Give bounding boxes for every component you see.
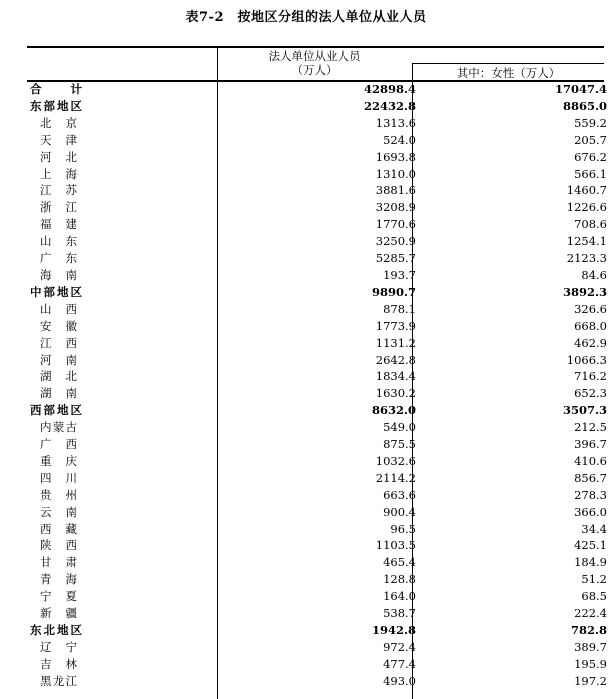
row-name: 重庆 [40,453,77,468]
row-name-cell [27,284,220,301]
row-total: 549.0 [383,420,416,435]
row-name: 海南 [40,267,77,282]
row-name-cell [27,250,220,267]
subheader-rule [412,63,604,64]
row-name-cell [27,81,220,98]
row-name-cell [27,639,220,656]
table-row [27,554,607,571]
row-name-cell [27,487,220,504]
row-female: 410.6 [574,453,607,468]
row-name-cell [27,233,220,250]
row-total: 900.4 [383,504,416,519]
row-total: 1773.9 [375,318,416,333]
table-row [27,504,607,521]
row-female: 462.9 [574,335,607,350]
row-female: 17047.4 [554,82,607,96]
row-female: 1254.1 [566,234,607,249]
table-row [27,453,607,470]
table-row [27,149,607,166]
table-row [27,419,607,436]
row-total: 1770.6 [375,217,416,232]
row-total: 5285.7 [375,251,416,266]
row-name-cell [27,571,220,588]
row-name-cell [27,402,220,419]
col1-header-line1: 法人单位从业人员 [268,49,361,63]
row-name: 江苏 [40,183,77,198]
row-name-cell [27,132,220,149]
table-row [27,385,607,402]
row-female: 34.4 [581,521,607,536]
row-name-cell [27,352,220,369]
row-female: 782.8 [570,623,607,637]
row-female: 1226.6 [566,200,607,215]
row-total: 3881.6 [375,183,416,198]
row-name-cell [27,368,220,385]
table-row [27,182,607,199]
table-row [27,132,607,149]
table-row [27,199,607,216]
row-name-cell [27,199,220,216]
row-name-cell [27,656,220,673]
table-row [27,81,607,98]
row-female: 212.5 [574,420,607,435]
row-name: 湖北 [40,369,77,384]
row-name: 新疆 [40,606,77,621]
row-name: 东部地区 [30,98,82,113]
row-total: 2642.8 [375,352,416,367]
table-row [27,267,607,284]
col1-header-line2: （万人） [291,63,338,77]
table-row [27,284,607,301]
row-name: 青海 [40,572,77,587]
row-name: 合 计 [30,82,82,96]
row-female: 389.7 [574,639,607,654]
row-name: 上海 [40,166,77,181]
row-total: 9890.7 [371,284,416,299]
row-name: 广东 [40,251,77,266]
row-female: 676.2 [574,149,607,164]
row-total: 42898.4 [363,82,416,96]
row-name-cell [27,673,220,690]
row-total: 128.8 [383,572,416,587]
row-name: 广西 [40,437,77,452]
row-name-cell [27,267,220,284]
row-female: 197.2 [574,673,607,688]
row-total: 1103.5 [375,538,416,553]
row-name-cell [27,537,220,554]
row-female: 425.1 [574,538,607,553]
row-name-cell [27,216,220,233]
row-female: 222.4 [574,606,607,621]
row-total: 1693.8 [375,149,416,164]
row-female: 559.2 [574,115,607,130]
row-total: 538.7 [383,606,416,621]
row-total: 465.4 [383,555,416,570]
row-total: 1630.2 [375,386,416,401]
row-total: 193.7 [383,267,416,282]
row-name: 山东 [40,234,77,249]
row-name: 内蒙古 [40,420,77,435]
table-row [27,673,607,690]
row-name-cell [27,166,220,183]
table-row [27,115,607,132]
row-name: 云南 [40,504,77,519]
row-female: 2123.3 [566,251,607,266]
row-total: 1131.2 [375,335,416,350]
row-female: 84.6 [581,267,607,282]
row-name: 西藏 [40,521,77,536]
row-name-cell [27,622,220,639]
table-row [27,368,607,385]
row-female: 668.0 [574,318,607,333]
header-top-rule [27,46,604,48]
table-row [27,521,607,538]
row-total: 1032.6 [375,453,416,468]
row-total: 3208.9 [375,200,416,215]
row-name: 陕西 [40,538,77,553]
row-name-cell [27,419,220,436]
row-name-cell [27,554,220,571]
row-name: 江西 [40,335,77,350]
row-name: 北京 [40,115,77,130]
table-row [27,470,607,487]
row-female: 708.6 [574,217,607,232]
table-row [27,402,607,419]
row-female: 51.2 [581,572,607,587]
row-female: 184.9 [574,555,607,570]
row-name-cell [27,115,220,132]
row-name: 甘肃 [40,555,77,570]
row-total: 972.4 [383,639,416,654]
row-name: 东北地区 [30,623,82,637]
row-name-cell [27,318,220,335]
row-total: 1310.0 [375,166,416,181]
row-name: 辽宁 [40,639,77,654]
row-name-cell [27,453,220,470]
data-table [27,81,607,690]
row-total: 22432.8 [363,98,416,113]
row-female: 1066.3 [566,352,607,367]
row-total: 875.5 [383,437,416,452]
row-female: 278.3 [574,487,607,502]
row-name-cell [27,436,220,453]
row-name: 黑龙江 [40,673,77,688]
row-name-cell [27,335,220,352]
row-name: 福建 [40,217,77,232]
row-total: 96.5 [390,521,416,536]
table-row [27,352,607,369]
row-female: 195.9 [574,656,607,671]
row-name: 宁夏 [40,589,77,604]
table-row [27,605,607,622]
table-row [27,622,607,639]
row-total: 8632.0 [371,403,416,418]
row-female: 366.0 [574,504,607,519]
row-name: 浙江 [40,200,77,215]
row-female: 856.7 [574,470,607,485]
row-female: 3507.3 [562,403,607,418]
row-name-cell [27,470,220,487]
row-name: 湖南 [40,386,77,401]
row-name-cell [27,385,220,402]
row-name: 天津 [40,132,77,147]
row-total: 1942.8 [371,623,416,637]
row-total: 1313.6 [375,115,416,130]
col1-header [217,49,412,77]
row-female: 652.3 [574,386,607,401]
row-total: 493.0 [383,673,416,688]
row-name: 河南 [40,352,77,367]
table-row [27,537,607,554]
row-total: 663.6 [383,487,416,502]
table-row [27,216,607,233]
row-female: 566.1 [574,166,607,181]
row-total: 3250.9 [375,234,416,249]
row-name-cell [27,588,220,605]
table-row [27,639,607,656]
col2-header: 其中：女性（万人） [456,66,561,80]
row-total: 1834.4 [375,369,416,384]
table-row [27,98,607,115]
row-name-cell [27,504,220,521]
row-name-cell [27,301,220,318]
row-female: 396.7 [574,437,607,452]
row-female: 326.6 [574,301,607,316]
row-total: 524.0 [383,132,416,147]
row-name: 吉林 [40,656,77,671]
table-row [27,318,607,335]
row-name: 四川 [40,470,77,485]
row-name: 西部地区 [30,403,82,418]
row-total: 477.4 [383,656,416,671]
table-row [27,436,607,453]
table-row [27,487,607,504]
table-row [27,588,607,605]
table-row [27,335,607,352]
row-name: 贵州 [40,487,77,502]
row-name-cell [27,521,220,538]
table-row [27,233,607,250]
row-female: 8865.0 [562,98,607,113]
row-female: 3892.3 [562,284,607,299]
table-row [27,301,607,318]
table-title: 表7-2 按地区分组的法人单位从业人员 [185,10,427,25]
table-row [27,250,607,267]
row-total: 878.1 [383,301,416,316]
row-female: 716.2 [574,369,607,384]
row-female: 1460.7 [566,183,607,198]
table-row [27,166,607,183]
row-total: 2114.2 [375,470,416,485]
row-name-cell [27,605,220,622]
row-name: 中部地区 [30,284,82,299]
row-total: 164.0 [383,589,416,604]
row-name: 河北 [40,149,77,164]
table-row [27,571,607,588]
row-female: 205.7 [574,132,607,147]
row-name: 山西 [40,301,77,316]
row-female: 68.5 [581,589,607,604]
table-row [27,656,607,673]
row-name-cell [27,98,220,115]
row-name: 安徽 [40,318,77,333]
row-name-cell [27,149,220,166]
row-name-cell [27,182,220,199]
